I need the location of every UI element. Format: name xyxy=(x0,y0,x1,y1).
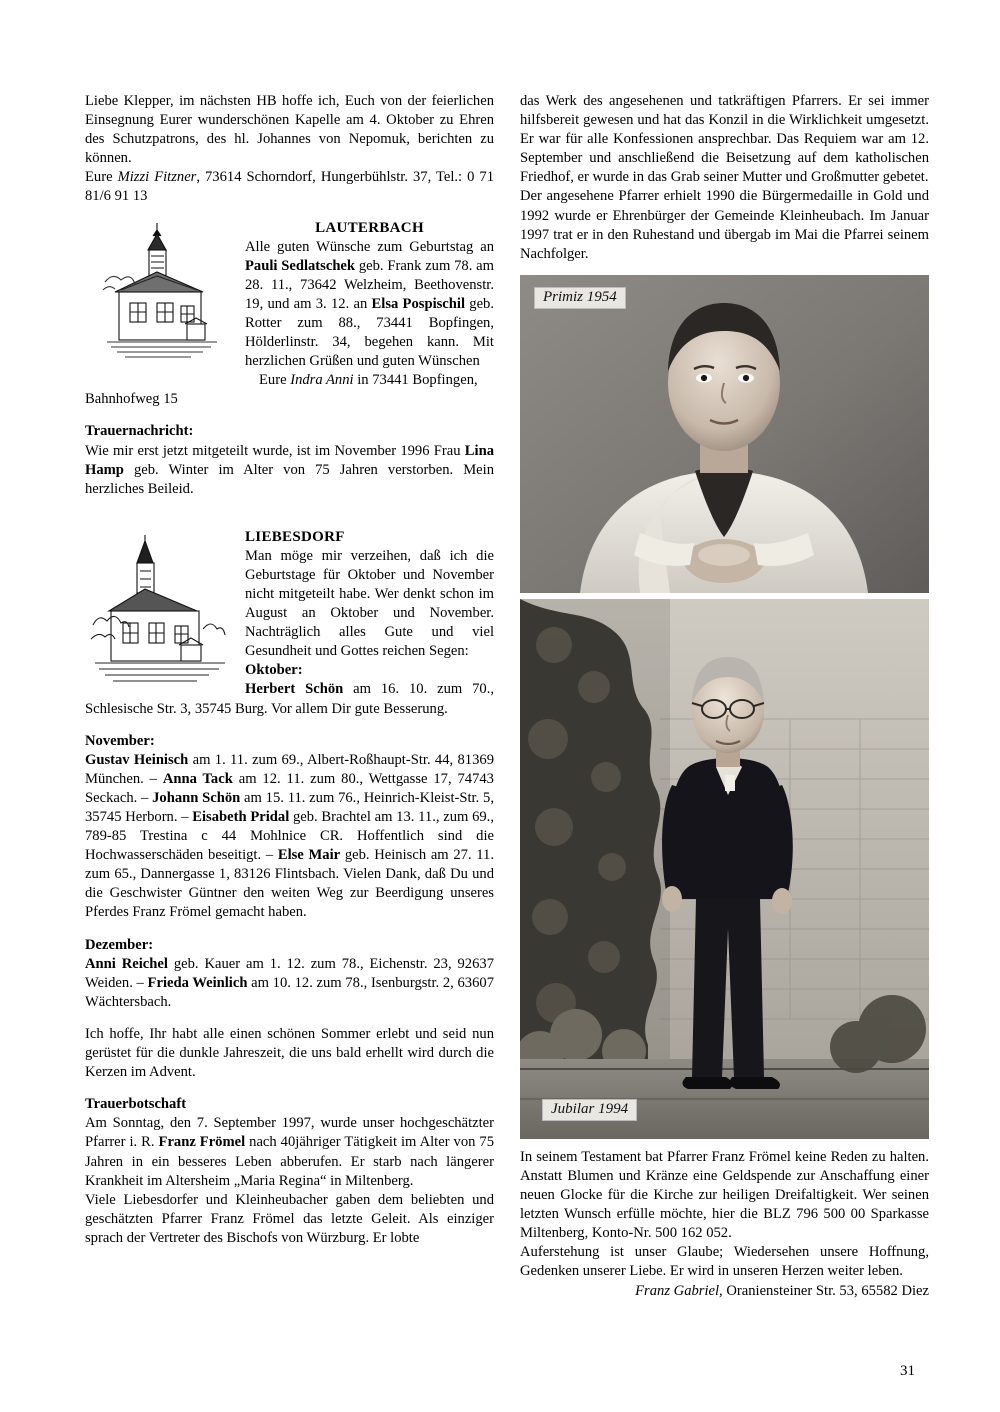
trauerbotschaft-body-1: Am Sonntag, den 7. September 1997, wurde unser hochgeschätzter Pfarrer i. R. xyxy=(85,1115,494,1151)
liebesdorf-oktober-text: am 16. 10. zum 70., Schlesische Str. 3, 35745 Burg. Vor allem Dir gute Besserung. xyxy=(85,681,494,717)
liebesdorf-heading: LIEBESDORF xyxy=(245,528,345,545)
spacer xyxy=(520,264,929,275)
spacer xyxy=(85,1012,494,1025)
photo-priest-standing xyxy=(520,599,929,1139)
church-liebesdorf-illustration xyxy=(85,529,237,699)
lauterbach-heading: LAUTERBACH xyxy=(315,219,424,236)
right-signature-name: Franz Gabriel, xyxy=(635,1282,723,1299)
page-number: 31 xyxy=(900,1363,915,1379)
lauterbach-signature-prefix: Eure xyxy=(259,372,291,389)
liebesdorf-body: Man möge mir verzeihen, daß ich die Geburtstage für Oktober und November nicht mitgeteilt habe. Wer denkt schon im August an Oktober und November. Nachträglich alles Gute und viel Gesundheit und Gottes reichen Segen: xyxy=(245,547,494,660)
dezember-section xyxy=(85,936,494,1012)
november-entry-text: am 12. 11. zum 80., Wettgasse 17, 74743 Seckach. – xyxy=(85,770,494,806)
dezember-label: Dezember: xyxy=(85,936,154,953)
lauterbach-name-1: Pauli Sedlatschek xyxy=(245,257,356,274)
spacer xyxy=(85,923,494,936)
lauterbach-section xyxy=(85,220,494,410)
trauernachricht-section xyxy=(85,422,494,498)
liebesdorf-oktober-label: Oktober: xyxy=(245,662,303,679)
dezember-entries xyxy=(85,955,494,1012)
lauterbach-body-1: Alle guten Wünsche zum Geburtstag an xyxy=(245,238,494,255)
november-entry-name: Johann Schön xyxy=(152,789,241,806)
intro-signature-prefix: Eure xyxy=(85,169,118,186)
trauerbotschaft-body-second: Viele Liebesdorfer und Kleinheubacher gaben dem beliebten und geschätzten Pfarrer Franz Frömel das letzte Geleit. Als einziger sprach der Vertreter des Bischofs von Würzburg. Er lobte xyxy=(85,1191,494,1246)
november-entry-text: geb. Heinisch am 27. 11. zum 65., Dannergasse 1, 83126 Flintsbach. Vielen Dank, daß Du und die Geschwister Güntner den weiten Weg zur Beerdigung unseres Pferdes Franz Frömel gemacht haben. xyxy=(85,847,494,921)
trauernachricht-body-1: Wie mir erst jetzt mitgeteilt wurde, ist im November 1996 Frau xyxy=(85,442,465,459)
november-section xyxy=(85,732,494,923)
testament-paragraph-2: Auferstehung ist unser Glaube; Wiedersehen unsere Hoffnung, Gedenken unserer Liebe. Er wird in unseren Herzen weiter leben. xyxy=(520,1244,929,1280)
document-page xyxy=(85,92,930,1352)
left-column xyxy=(85,92,494,1301)
dezember-entry-text: am 10. 12. zum 78., Isenburgstr. 2, 63607 Wächtersbach. xyxy=(85,974,494,1010)
trauernachricht-body xyxy=(85,442,494,499)
spacer xyxy=(85,207,494,220)
november-label: November: xyxy=(85,732,155,749)
lauterbach-name-2: Elsa Pospischil xyxy=(371,295,466,312)
photo-priest-portrait xyxy=(520,275,929,593)
right-intro-paragraph-1: das Werk des angesehenen und tatkräftigen Pfarrers. Er sei immer hilfsbereit gewesen und hat das Konzil in die Wirklichkeit umgesetzt. Er war für alle Konfessionen ansprechbar. Das Requiem war am 12. September und anschließend die Beisetzung auf dem katholischen Friedhof, er wurde in das Grab seiner Mutter und Großmutter gebetet. xyxy=(520,93,929,186)
two-column-layout xyxy=(85,92,930,1301)
trauerbotschaft-name: Franz Frömel xyxy=(158,1134,246,1151)
church-lauterbach-illustration xyxy=(85,220,237,375)
dezember-entry-name: Anni Reichel xyxy=(85,955,168,972)
spacer xyxy=(85,499,494,529)
trauerbotschaft-body-2: nach 40jähriger Tätigkeit im Alter von 75 Jahren in ein besseres Leben abberufen. Er starb nach längerer Krankheit im Altersheim „Maria Regina“ in Miltenberg. xyxy=(85,1134,494,1189)
lauterbach-body-3: geb. Rotter zum 88., 73441 Bopfingen, Hölderlinstr. 34, begehen kann. Mit herzlichen Grüßen und guten Wünschen xyxy=(245,295,495,370)
spacer xyxy=(85,1082,494,1095)
november-entry-name: Eisabeth Pridal xyxy=(192,809,290,825)
intro-signature-name: Mizzi Fitzner xyxy=(117,169,197,186)
dezember-entry-name: Frieda Weinlich xyxy=(147,974,248,991)
spacer xyxy=(520,1139,929,1148)
intro-paragraph: Liebe Klepper, im nächsten HB hoffe ich, Euch von der feierlichen Einsegnung Eurer wunderschönen Kapelle am 4. Oktober zu Ehren des Schutzpatrons, des hl. Johannes von Nepomuk, berichten zu können. xyxy=(85,93,494,167)
right-signature-rest: Oraniensteiner Str. 53, 65582 Diez xyxy=(722,1282,929,1299)
lauterbach-signature-rest: in 73441 Bopfingen, xyxy=(353,372,478,389)
november-entry-name: Else Mair xyxy=(277,847,341,864)
november-entry-text: geb. Brachtel am 13. 11., zum 69., 789-85 Trestina c 44 Mohlnice CR. Hoffentlich sind die Hochwasserschäden beseitigt. – xyxy=(85,809,494,864)
trauernachricht-body-2: geb. Winter im Alter von 75 Jahren verstorben. Mein herzliches Beileid. xyxy=(85,461,494,497)
lauterbach-address: Bahnhofweg 15 xyxy=(85,391,178,408)
dezember-entry-text: geb. Kauer am 1. 12. zum 78., Eichenstr. 23, 92637 Weiden. – xyxy=(85,955,494,991)
liebesdorf-section xyxy=(85,529,494,719)
trauerbotschaft-body-first xyxy=(85,1114,494,1190)
trauerbotschaft-section xyxy=(85,1095,494,1248)
november-entry-text: am 1. 11. zum 69., Albert-Roßhaupt-Str. 44, 81369 München. – xyxy=(85,751,494,787)
spacer xyxy=(85,409,494,422)
right-intro-paragraph-2: Der angesehene Pfarrer erhielt 1990 die Bürgermedaille in Gold und 1992 wurde er Ehrenbürger der Gemeinde Kleinheubach. Im Januar 1997 trat er in den Ruhestand und übergab im Mai die Pfarrei seinem Nachfolger. xyxy=(520,188,929,262)
trauernachricht-heading: Trauernachricht: xyxy=(85,423,194,440)
intro-signature xyxy=(85,168,494,206)
testament-paragraph: In seinem Testament bat Pfarrer Franz Frömel keine Reden zu halten. Anstatt Blumen und Kränze eine Geldspende zur Anschaffung einer neuen Glocke für die Kirche zur heiligen Dreifaltigkeit. Wer seinen letzten Wunsch erfülle möchte, hier die BLZ 796 500 00 Sparkasse Miltenberg, Konto-Nr. 500 162 052. xyxy=(520,1148,929,1242)
lauterbach-body-2: geb. Frank zum 78. am 28. 11., 73642 Welzheim, Beethovenstr. 19, und am 3. 12. an xyxy=(245,257,494,312)
november-entry-text: am 15. 11. zum 76., Heinrich-Kleist-Str. 5, 35745 Herborn. – xyxy=(85,789,494,825)
intro-signature-rest: , 73614 Schorndorf, Hungerbühlstr. 37, Tel.: 0 71 81/6 91 13 xyxy=(85,169,494,205)
november-entry-name: Anna Tack xyxy=(162,770,233,787)
lauterbach-signature-name: Indra Anni xyxy=(290,372,354,389)
right-column xyxy=(520,92,929,1301)
liebesdorf-oktober-name: Herbert Schön xyxy=(245,681,344,698)
trauernachricht-name: Lina Hamp xyxy=(85,442,494,478)
photo-caption-primiz: Primiz 1954 xyxy=(534,287,626,309)
summer-note: Ich hoffe, Ihr habt alle einen schönen Sommer erlebt und seid nun gerüstet für die dunkle Jahreszeit, die uns bald erhellt wird durch die Kerzen im Advent. xyxy=(85,1025,494,1081)
november-entry-name: Gustav Heinisch xyxy=(85,751,189,768)
right-signature xyxy=(520,1282,929,1301)
spacer xyxy=(85,719,494,732)
photo-caption-jubilar: Jubilar 1994 xyxy=(542,1099,637,1121)
november-entries xyxy=(85,751,494,923)
trauerbotschaft-heading: Trauerbotschaft xyxy=(85,1096,187,1113)
